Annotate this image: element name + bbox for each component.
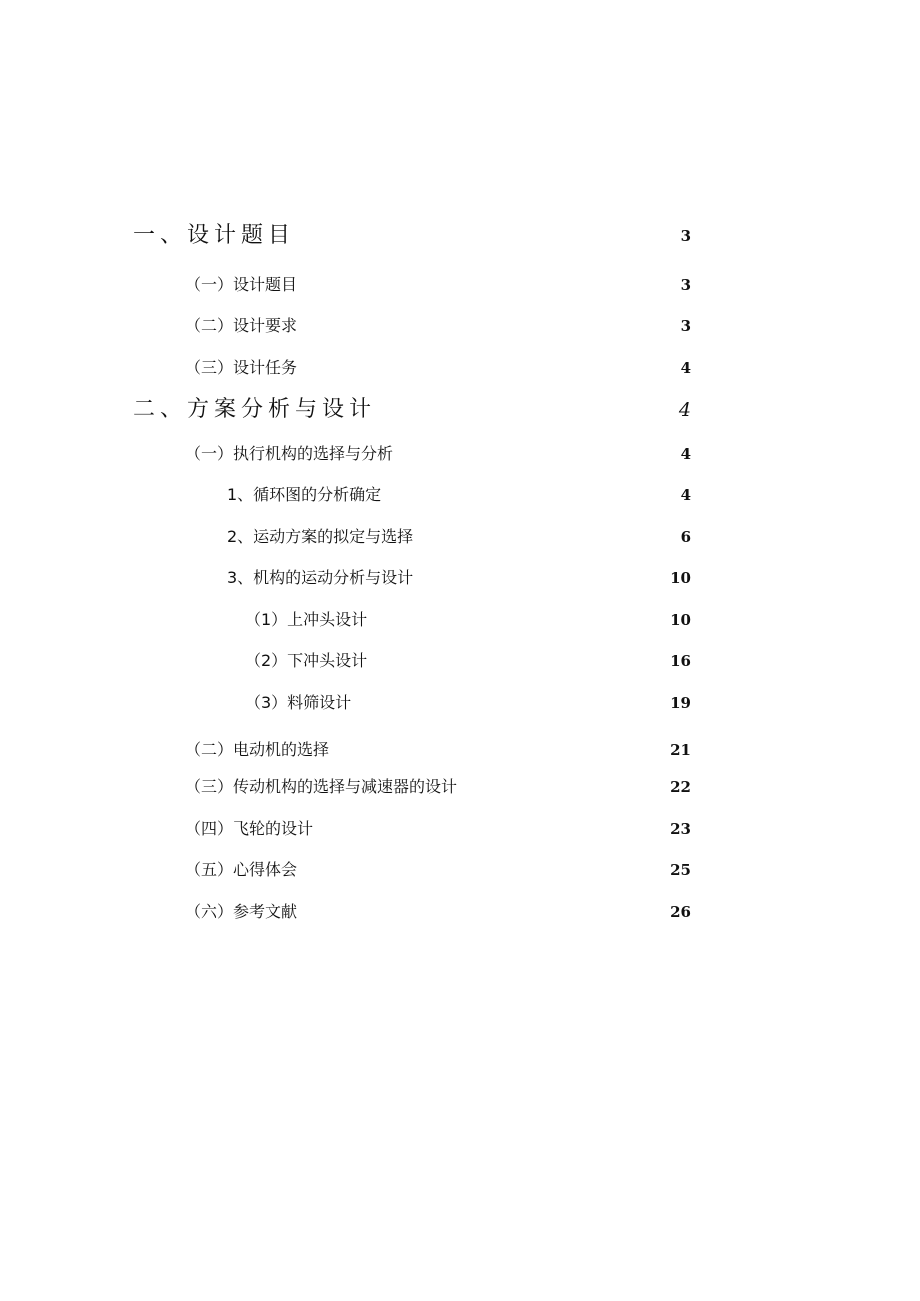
toc-entry-2[interactable] <box>0 395 920 425</box>
toc-entry-label: （二）电动机的选择 <box>185 740 330 759</box>
toc-entry-page: 10 <box>670 569 691 587</box>
toc-entry-2-1-3-1[interactable] <box>0 605 920 635</box>
toc-entry-label: （1）上冲头设计 <box>245 610 368 629</box>
toc-entry-page: 3 <box>680 227 691 245</box>
toc-entry-page: 22 <box>670 778 691 796</box>
toc-entry-label: 1、循环图的分析确定 <box>227 485 382 504</box>
toc-entry-2-1-3[interactable] <box>0 563 920 593</box>
toc-entry-label: （二）设计要求 <box>185 316 298 335</box>
toc-entry-1-2[interactable] <box>0 311 920 341</box>
toc-entry-2-1-2[interactable] <box>0 522 920 552</box>
toc-entry-label: 3、机构的运动分析与设计 <box>227 568 414 587</box>
toc-entry-page: 21 <box>670 741 691 759</box>
toc-entry-2-6[interactable] <box>0 897 920 927</box>
toc-entry-page: 23 <box>670 820 691 838</box>
toc-entry-label: （五）心得体会 <box>185 860 298 879</box>
toc-entry-2-3[interactable] <box>0 772 920 802</box>
toc-entry-page: 3 <box>680 276 691 294</box>
toc-entry-label: 一、设计题目 <box>133 223 296 248</box>
toc-entry-1[interactable] <box>0 221 920 251</box>
toc-entry-page: 3 <box>680 317 691 335</box>
toc-entry-label: （一）执行机构的选择与分析 <box>185 444 394 463</box>
toc-entry-label: 二、方案分析与设计 <box>133 397 377 422</box>
toc-entry-2-1[interactable] <box>0 439 920 469</box>
toc-entry-label: （四）飞轮的设计 <box>185 819 314 838</box>
toc-entry-label: （三）传动机构的选择与减速器的设计 <box>185 777 458 796</box>
toc-entry-page: 10 <box>670 611 691 629</box>
toc-entry-2-2[interactable] <box>0 735 920 765</box>
toc-entry-2-1-3-3[interactable] <box>0 688 920 718</box>
toc-entry-2-5[interactable] <box>0 855 920 885</box>
toc-entry-page: 19 <box>670 694 691 712</box>
toc-entry-2-1-1[interactable] <box>0 480 920 510</box>
toc-entry-label: （三）设计任务 <box>185 358 298 377</box>
toc-entry-page: 6 <box>680 528 691 546</box>
toc-entry-page: 16 <box>670 652 691 670</box>
toc-entry-label: （2）下冲头设计 <box>245 651 368 670</box>
toc-entry-page: 4 <box>680 359 691 377</box>
toc-entry-2-4[interactable] <box>0 814 920 844</box>
toc-entry-page: 4 <box>680 486 691 504</box>
toc-entry-1-1[interactable] <box>0 270 920 300</box>
toc-entry-label: 2、运动方案的拟定与选择 <box>227 527 414 546</box>
toc-entry-page: 25 <box>670 861 691 879</box>
toc-entry-label: （六）参考文献 <box>185 902 298 921</box>
toc-entry-label: （一）设计题目 <box>185 275 298 294</box>
toc-entry-1-3[interactable] <box>0 353 920 383</box>
toc-entry-page: 4 <box>680 445 691 463</box>
toc-entry-page: 26 <box>670 903 691 921</box>
toc-entry-2-1-3-2[interactable] <box>0 646 920 676</box>
toc-entry-label: （3）料筛设计 <box>245 693 352 712</box>
toc-entry-page: 4 <box>678 399 691 421</box>
